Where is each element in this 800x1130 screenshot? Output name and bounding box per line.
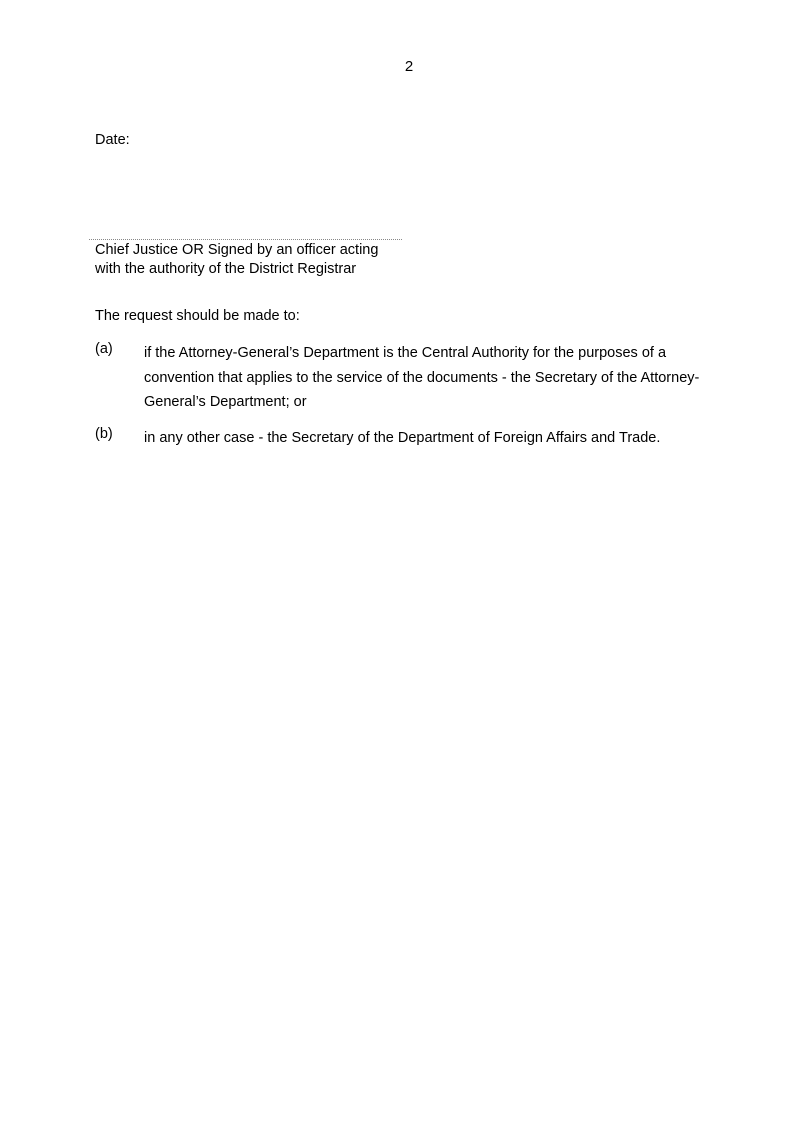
list-marker: (a)	[95, 341, 113, 357]
signature-caption-line: with the authority of the District Registrar	[95, 261, 357, 277]
list-item-line: General’s Department; or	[144, 394, 307, 410]
list-item-line: in any other case - the Secretary of the Department of Foreign Affairs and Trade.	[144, 430, 661, 446]
signature-caption	[95, 241, 378, 279]
date-label: Date:	[95, 132, 130, 148]
list-marker: (b)	[95, 426, 113, 442]
signature-line	[89, 239, 402, 240]
request-intro: The request should be made to:	[95, 308, 300, 324]
page-number: 2	[404, 58, 414, 75]
list-item-line: if the Attorney-General’s Department is the Central Authority for the purposes of a	[144, 345, 667, 361]
list-item-text	[144, 341, 699, 415]
list-item-line: convention that applies to the service of the documents - the Secretary of the Attorney-	[144, 369, 700, 386]
signature-caption-line: Chief Justice OR Signed by an officer acting	[95, 242, 379, 258]
list-item-text	[144, 426, 660, 451]
